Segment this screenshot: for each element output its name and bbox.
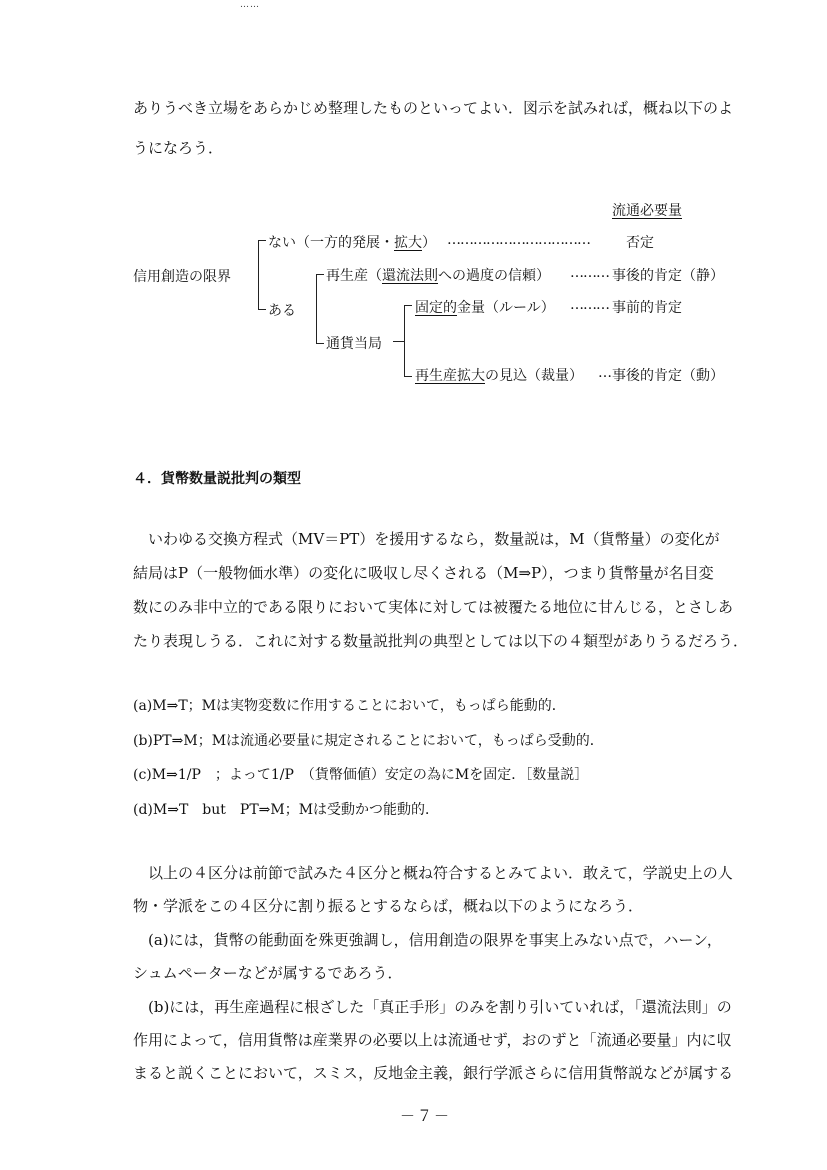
branch-saisei-dots: ……… xyxy=(570,265,609,281)
branch-nai: ない（一方的発展・拡大） xyxy=(268,235,436,251)
para2-line: (a)には，貨幣の能動面を殊更強調し，信用創造の限界を事実上みない点で，ハーン， xyxy=(133,931,722,949)
branch-nai-result: 否定 xyxy=(626,235,654,251)
type-item-d: (d)M⇒T but PT⇒M；Mは受動かつ能動的． xyxy=(133,802,440,818)
page-top-mark: …… xyxy=(240,0,260,10)
para1-line: 結局はP（一般物価水準）の変化に吸収し尽くされる（M⇒P），つまり貨幣量が名目変 xyxy=(133,564,714,582)
para2-line: まると説くことにおいて，スミス，反地金主義，銀行学派さらに信用貨幣説などが属する xyxy=(133,1064,734,1082)
para1-line: 数にのみ非中立的である限りにおいて実体に対しては被覆たる地位に甘んじる，とさしあ xyxy=(133,598,734,616)
branch-nai-dots: …………………………… xyxy=(447,232,590,248)
branch-kakudai: 再生産拡大の見込（裁量） xyxy=(415,368,583,384)
branch-kotei-result: 事前的肯定 xyxy=(612,300,682,316)
branch-kakudai-dots: … xyxy=(598,365,612,381)
diagram-root-label: 信用創造の限界 xyxy=(133,269,231,285)
branch-saisei: 再生産（還流法則への過度の信頼） xyxy=(326,268,550,284)
intro-line-2: うになろう． xyxy=(133,139,224,157)
branch-saisei-result: 事後的肯定（静） xyxy=(612,268,724,284)
para2-line: 作用によって，信用貨幣は産業界の必要以上は流通せず，おのずと「流通必要量」内に収 xyxy=(133,1031,732,1049)
type-item-c: (c)M⇒1/P ；よって1/P （貨幣価値）安定の為にMを固定．［数量説］ xyxy=(133,767,589,783)
type-item-a: (a)M⇒T；Mは実物変数に作用することにおいて，もっぱら能動的． xyxy=(133,698,566,714)
page-number: －７－ xyxy=(400,1107,452,1125)
type-item-b: (b)PT⇒M；Mは流通必要量に規定されることにおいて，もっぱら受動的． xyxy=(133,733,604,749)
branch-aru: ある xyxy=(268,303,296,319)
para2-line: (b)には，再生産過程に根ざした「真正手形」のみを割り引いていれば，「還流法則」の xyxy=(133,998,732,1016)
branch-kotei: 固定的金量（ルール） xyxy=(415,300,555,316)
para2-line: シュムペーターなどが属するであろう． xyxy=(133,964,403,982)
para1-line: たり表現しうる．これに対する数量説批判の典型としては以下の４類型がありうるだろう． xyxy=(133,632,749,650)
tsuka-connector xyxy=(393,341,404,342)
para2-line: 物・学派をこの４区分に割り振るとするならば，概ね以下のようになろう． xyxy=(133,897,644,915)
section-heading: ４．貨幣数量説批判の類型 xyxy=(133,471,301,487)
branch-kakudai-result: 事後的肯定（動） xyxy=(612,368,724,384)
para2-line: 以上の４区分は前節で試みた４区分と概ね符合するとみてよい．敢えて，学説史上の人 xyxy=(133,864,733,882)
branch-tsuka: 通貨当局 xyxy=(326,336,382,352)
root-brace xyxy=(258,240,266,310)
diagram-column-header: 流通必要量 xyxy=(612,203,682,219)
para1-line: いわゆる交換方程式（MV＝PT）を援用するなら，数量説は，M（貨幣量）の変化が xyxy=(133,530,720,548)
intro-line-1: ありうべき立場をあらかじめ整理したものといってよい．図示を試みれば，概ね以下のよ xyxy=(133,99,734,117)
aru-brace xyxy=(316,274,324,344)
branch-kotei-dots: ……… xyxy=(570,297,609,313)
tsuka-brace xyxy=(404,305,412,377)
